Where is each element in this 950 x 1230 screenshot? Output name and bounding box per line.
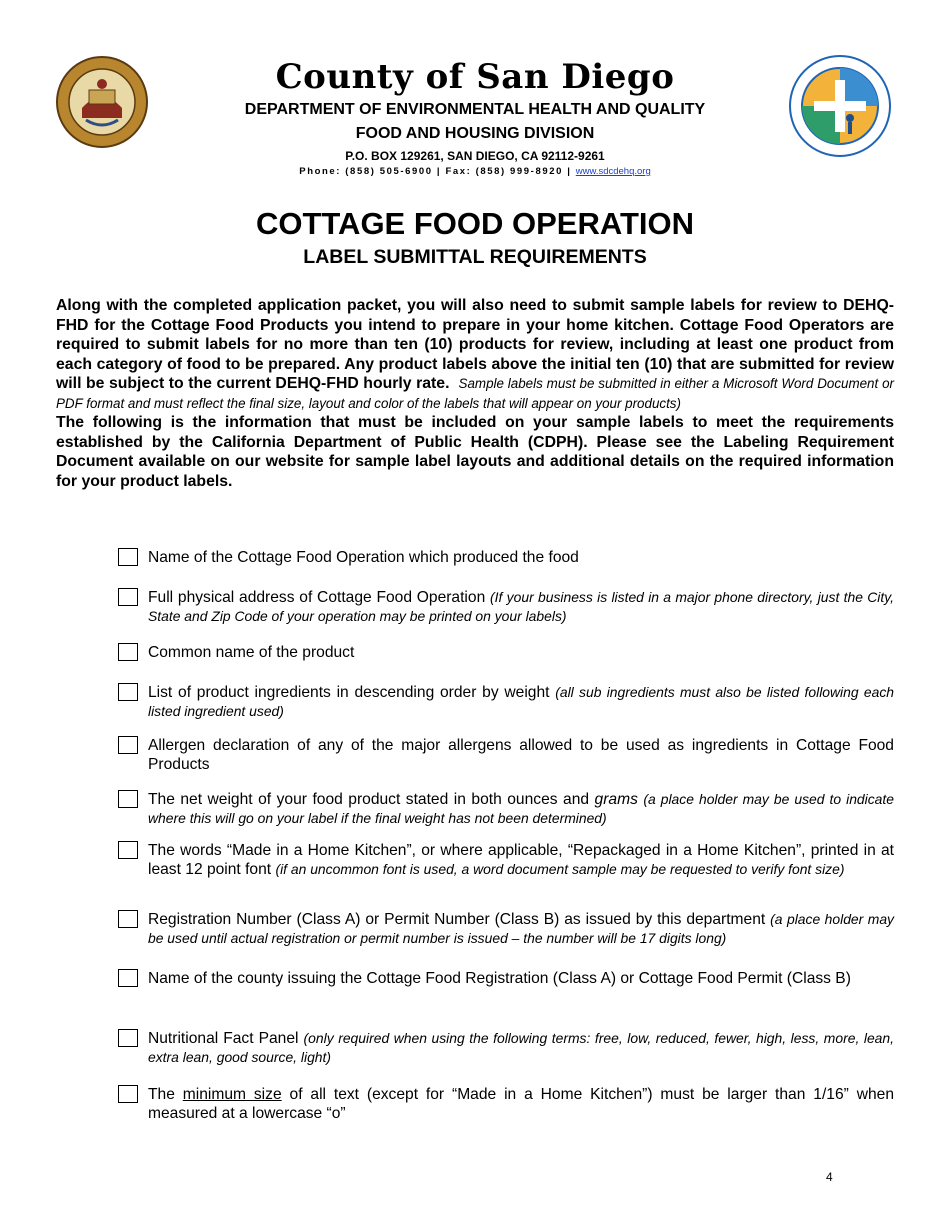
checkbox[interactable] (118, 841, 138, 859)
item-text-lead: The (148, 1086, 175, 1103)
page-subtitle: LABEL SUBMITTAL REQUIREMENTS (303, 246, 647, 268)
checkbox[interactable] (118, 736, 138, 754)
county-name: County of San Diego (275, 57, 675, 97)
item-text: Nutritional Fact Panel (148, 1030, 299, 1047)
item-text: The net weight of your food product stated in both ounces and (148, 791, 590, 808)
intro-paragraph-note: Sample labels must be submitted in either a Microsoft Word Document or PDF format and must reflect the final size, layout and color of the labels that will appear on your products) (56, 376, 894, 411)
item-text: Common name of the product (148, 644, 355, 661)
item-note: (only required when using the following terms: free, low, reduced, fewer, high, less, more, lean, extra lean, good source, light) (148, 1030, 894, 1065)
letterhead (200, 56, 750, 178)
item-note: (a place holder may be used until actual registration or permit number is issued – the number will be 17 digits long) (148, 911, 894, 946)
item-note: (If your business is listed in a major phone directory, just the City, State and Zip Code of your operation may be printed on your labels) (148, 589, 894, 624)
contact-separator: | (436, 166, 442, 177)
county-seal-icon (56, 56, 148, 148)
item-note: (a place holder may be used to indicate where this will go on your label if the final weight has not been determined) (148, 791, 894, 826)
checkbox[interactable] (118, 790, 138, 808)
checklist-item (118, 1029, 894, 1067)
website-link[interactable]: www.sdcdehq.org (575, 166, 651, 177)
checkbox[interactable] (118, 588, 138, 606)
item-note: (all sub ingredients must also be listed following each listed ingredient used) (148, 684, 894, 719)
checkbox[interactable] (118, 1085, 138, 1103)
item-text: The words “Made in a Home Kitchen”, or where applicable, “Repackaged in a Home Kitchen”, printed in at least 12 point font (148, 842, 894, 878)
checklist-item (118, 736, 894, 774)
checklist-item (118, 683, 894, 721)
phone-number: Phone: (858) 505-6900 (299, 166, 433, 177)
page-title: COTTAGE FOOD OPERATION (255, 206, 694, 241)
fax-number: Fax: (858) 999-8920 (445, 166, 563, 177)
checkbox[interactable] (118, 643, 138, 661)
item-text: of all text (except for “Made in a Home Kitchen”) must be larger than 1/16” when measured at a lowercase “o” (148, 1086, 894, 1122)
department-name: DEPARTMENT OF ENVIRONMENTAL HEALTH AND QUALITY (244, 101, 706, 118)
page-number: 4 (826, 1170, 833, 1184)
contact-line (200, 165, 750, 178)
checkbox[interactable] (118, 969, 138, 987)
requirements-paragraph: The following is the information that must be included on your sample labels to meet the requirements established by the California Department of Public Health (CDPH). Please see the Labeling Requirement Document available on our website for sample label layouts and additional details on the required information for your product labels. (56, 414, 894, 490)
division-name: FOOD AND HOUSING DIVISION (355, 125, 595, 142)
checklist-item (118, 548, 894, 567)
checklist-item (118, 588, 894, 626)
intro-text (56, 296, 894, 491)
intro-paragraph (56, 296, 894, 413)
dehq-logo-icon (788, 54, 892, 158)
item-text-italic: grams (594, 791, 638, 808)
item-text: Registration Number (Class A) or Permit Number (Class B) as issued by this department (148, 911, 766, 928)
item-text: Name of the county issuing the Cottage Food Registration (Class A) or Cottage Food Permit (Class B) (148, 970, 851, 987)
checkbox[interactable] (118, 683, 138, 701)
checklist-item (118, 643, 894, 662)
item-note: (if an uncommon font is used, a word document sample may be requested to verify font size) (275, 861, 845, 877)
checklist-item (118, 969, 894, 988)
intro-paragraph-text: Along with the completed application packet, you will also need to submit sample labels for review to DEHQ-FHD for the Cottage Food Products you intend to prepare in your home kitchen. Cottage Food Operators are required to submit labels for no more than ten (10) products for review, including at least one product from each category of food to be prepared. Any product labels above the initial ten (10) that are submitted for review will be subject to the current DEHQ-FHD hourly rate. (56, 297, 894, 392)
checklist-item (118, 1085, 894, 1123)
item-text: Name of the Cottage Food Operation which produced the food (148, 549, 579, 566)
checkbox[interactable] (118, 548, 138, 566)
checklist-item (118, 841, 894, 879)
checklist-item (118, 790, 894, 828)
checkbox[interactable] (118, 910, 138, 928)
checkbox[interactable] (118, 1029, 138, 1047)
checklist-item (118, 910, 894, 948)
item-text: Full physical address of Cottage Food Operation (148, 589, 486, 606)
item-text-underlined: minimum size (182, 1086, 282, 1103)
item-text: List of product ingredients in descending order by weight (148, 684, 550, 701)
item-text: Allergen declaration of any of the major allergens allowed to be used as ingredients in Cottage Food Products (148, 737, 894, 773)
contact-separator: | (567, 166, 572, 177)
mailing-address: P.O. BOX 129261, SAN DIEGO, CA 92112-9261 (345, 149, 605, 163)
